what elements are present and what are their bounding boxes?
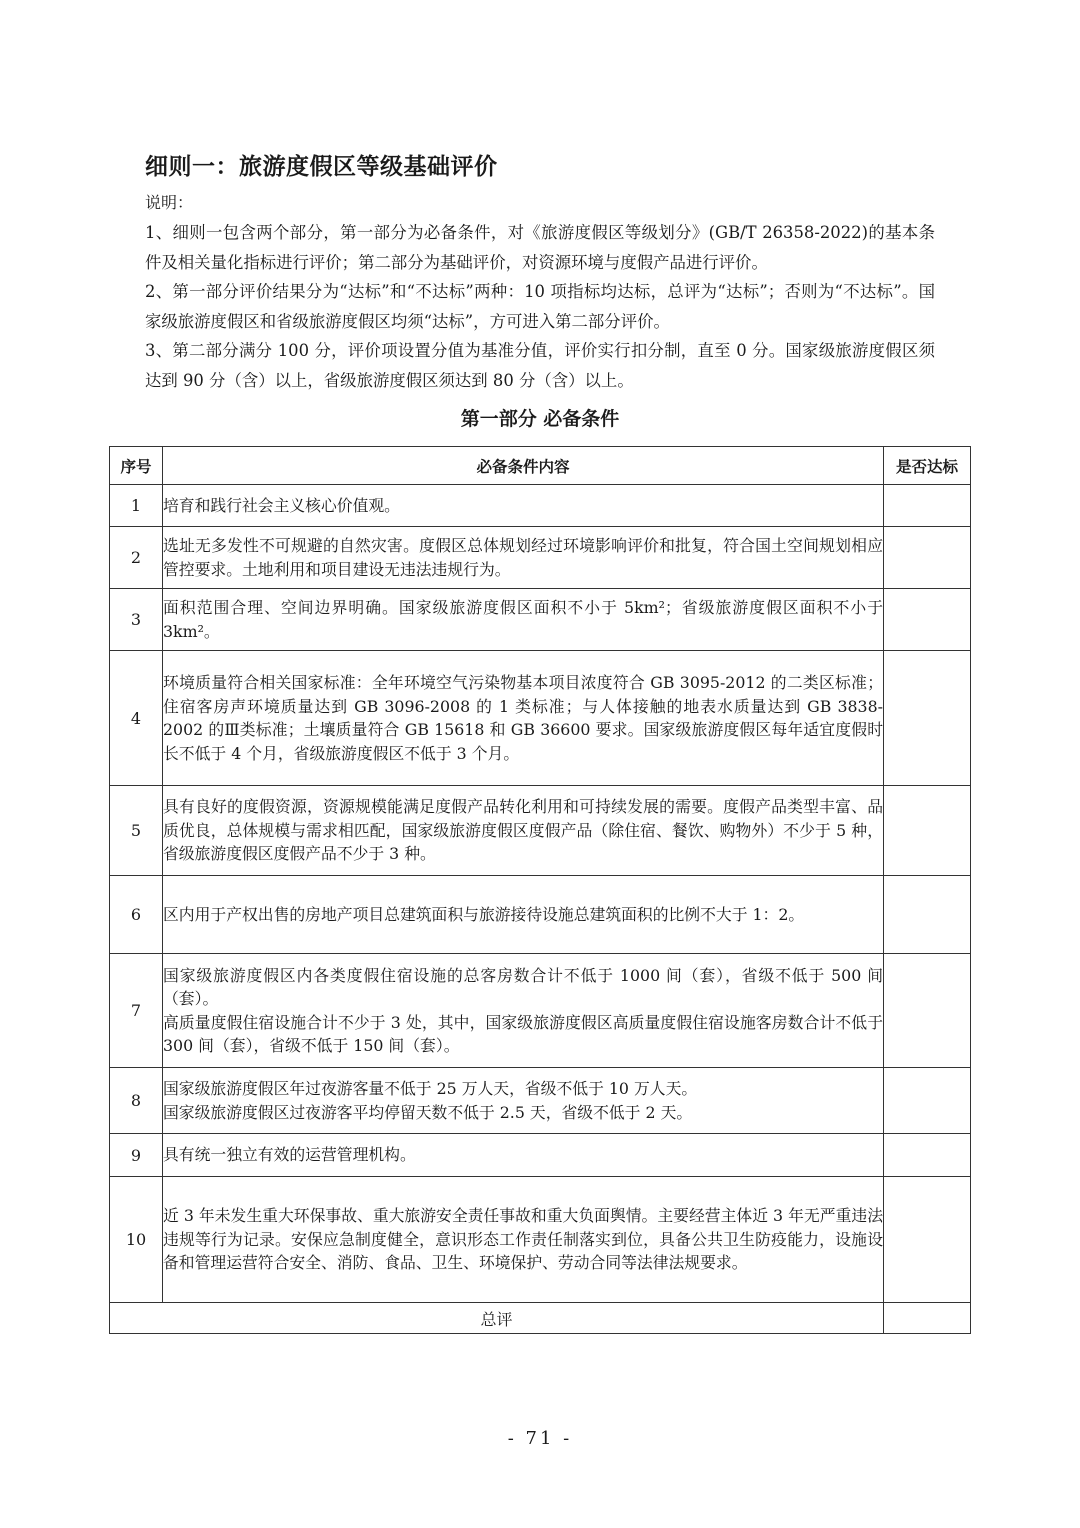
row-number: 7 [110, 954, 163, 1068]
row-content [163, 1177, 884, 1303]
table-row [110, 1177, 971, 1303]
row-content [163, 589, 884, 651]
compliance-cell[interactable] [884, 485, 971, 527]
total-row [110, 1303, 971, 1334]
row-number: 8 [110, 1068, 163, 1134]
table-row [110, 589, 971, 651]
row-number: 5 [110, 786, 163, 876]
intro-notes [145, 218, 935, 395]
row-number: 2 [110, 527, 163, 589]
compliance-cell[interactable] [884, 786, 971, 876]
compliance-cell[interactable] [884, 876, 971, 954]
row-number: 1 [110, 485, 163, 527]
table-row [110, 1134, 971, 1177]
content-line: 选址无多发性不可规避的自然灾害。度假区总体规划经过环境影响评价和批复，符合国土空间规划相应管控要求。土地利用和项目建设无违法违规行为。 [163, 536, 883, 579]
requirements-table [109, 446, 971, 1334]
intro-paragraph: 2、第一部分评价结果分为“达标”和“不达标”两种：10 项指标均达标，总评为“达标”；否则为“不达标”。国家级旅游度假区和省级旅游度假区均须“达标”，方可进入第二部分评价。 [145, 282, 935, 331]
row-number: 3 [110, 589, 163, 651]
row-number: 9 [110, 1134, 163, 1177]
row-content [163, 954, 884, 1068]
content-line: 具有统一独立有效的运营管理机构。 [163, 1145, 416, 1165]
table-row [110, 1068, 971, 1134]
table-row [110, 651, 971, 786]
row-number: 10 [110, 1177, 163, 1303]
row-content [163, 1068, 884, 1134]
compliance-cell[interactable] [884, 954, 971, 1068]
table-row [110, 485, 971, 527]
table-row [110, 786, 971, 876]
content-line: 具有良好的度假资源，资源规模能满足度假产品转化利用和可持续发展的需要。度假产品类型丰富、品质优良，总体规模与需求相匹配，国家级旅游度假区度假产品（除住宿、餐饮、购物外）不少于 5 种，省级旅游度假区度假产品不少于 3 种。 [163, 797, 883, 864]
page-number: - 71 - [507, 1428, 573, 1449]
intro-paragraph: 3、第二部分满分 100 分，评价项设置分值为基准分值，评价实行扣分制，直至 0 分。国家级旅游度假区须达到 90 分（含）以上，省级旅游度假区须达到 80 分（含）以上。 [145, 341, 935, 390]
row-content [163, 876, 884, 954]
row-number: 6 [110, 876, 163, 954]
content-line: 环境质量符合相关国家标准：全年环境空气污染物基本项目浓度符合 GB 3095-2012 的二类区标准；住宿客房声环境质量达到 GB 3096-2008 的 1 类标准；与人体接触的地表水质量达到 GB 3838-2002 的Ⅲ类标准；土壤质量符合 GB 15618 和 GB 36600 要求。国家级旅游度假区每年适宜度假时长不低于 4 个月，省级旅游度假区不低于 3 个月。 [163, 673, 883, 763]
total-label: 总评 [110, 1303, 884, 1334]
content-line: 高质量度假住宿设施合计不少于 3 处，其中，国家级旅游度假区高质量度假住宿设施客房数合计不低于 300 间（套），省级不低于 150 间（套）。 [163, 1012, 883, 1055]
compliance-cell[interactable] [884, 527, 971, 589]
total-compliance-cell[interactable] [884, 1303, 971, 1334]
row-content [163, 786, 884, 876]
table-header-row [110, 447, 971, 485]
content-line: 国家级旅游度假区过夜游客平均停留天数不低于 2.5 天，省级不低于 2 天。 [163, 1102, 693, 1122]
content-line: 国家级旅游度假区内各类度假住宿设施的总客房数合计不低于 1000 间（套），省级不低于 500 间（套）。 [163, 965, 883, 1008]
table-row [110, 527, 971, 589]
row-content [163, 651, 884, 786]
compliance-cell[interactable] [884, 1068, 971, 1134]
compliance-cell[interactable] [884, 651, 971, 786]
content-line: 面积范围合理、空间边界明确。国家级旅游度假区面积不小于 5km²；省级旅游度假区面积不小于 3km²。 [163, 598, 883, 641]
header-compliance: 是否达标 [884, 447, 971, 485]
content-line: 区内用于产权出售的房地产项目总建筑面积与旅游接待设施总建筑面积的比例不大于 1：2。 [163, 904, 805, 924]
row-content [163, 527, 884, 589]
content-line: 近 3 年未发生重大环保事故、重大旅游安全责任事故和重大负面舆情。主要经营主体近 3 年无严重违法违规等行为记录。安保应急制度健全，意识形态工作责任制落实到位，具备公共卫生防疫能力，设施设备和管理运营符合安全、消防、食品、卫生、环境保护、劳动合同等法律法规要求。 [163, 1206, 883, 1273]
compliance-cell[interactable] [884, 1177, 971, 1303]
row-number: 4 [110, 651, 163, 786]
table-row [110, 954, 971, 1068]
document-title: 细则一：旅游度假区等级基础评价 [145, 154, 498, 180]
note-label: 说明： [145, 193, 194, 212]
header-content: 必备条件内容 [163, 447, 884, 485]
intro-paragraph: 1、细则一包含两个部分，第一部分为必备条件，对《旅游度假区等级划分》(GB/T 26358-2022)的基本条件及相关量化指标进行评价；第二部分为基础评价，对资源环境与度假产品进行评价。 [145, 223, 935, 272]
compliance-cell[interactable] [884, 1134, 971, 1177]
header-number: 序号 [110, 447, 163, 485]
row-content [163, 1134, 884, 1177]
row-content [163, 485, 884, 527]
section-title: 第一部分 必备条件 [460, 408, 620, 430]
content-line: 培育和践行社会主义核心价值观。 [163, 495, 400, 515]
content-line: 国家级旅游度假区年过夜游客量不低于 25 万人天，省级不低于 10 万人天。 [163, 1079, 698, 1098]
table-row [110, 876, 971, 954]
compliance-cell[interactable] [884, 589, 971, 651]
